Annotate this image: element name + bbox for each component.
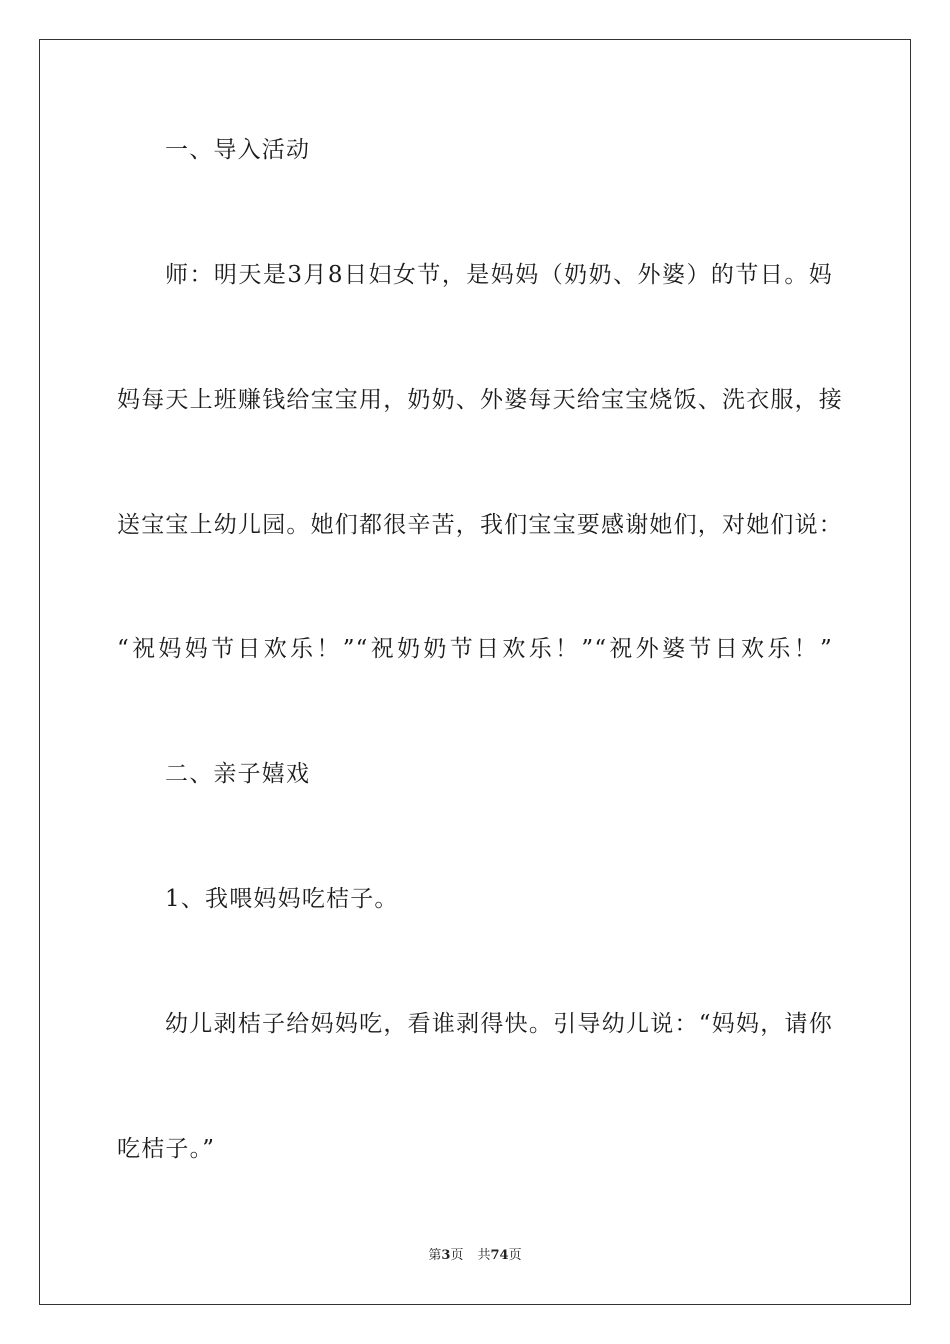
paragraph-line: 妈每天上班赚钱给宝宝用，奶奶、外婆每天给宝宝烧饭、洗衣服，接 xyxy=(117,387,843,413)
page-current: 3 xyxy=(441,1248,451,1263)
paragraph-line: 送宝宝上幼儿园。她们都很辛苦，我们宝宝要感谢她们，对她们说： xyxy=(117,512,843,538)
list-item-heading: 1、我喂妈妈吃桔子。 xyxy=(165,886,399,912)
page-border xyxy=(39,39,911,1305)
paragraph-line: 吃桔子。” xyxy=(117,1136,216,1162)
paragraph-line: “祝妈妈节日欢乐！”“祝奶奶节日欢乐！”“祝外婆节日欢乐！” xyxy=(117,636,833,662)
paragraph-line: 师：明天是3月8日妇女节，是妈妈（奶奶、外婆）的节日。妈 xyxy=(165,262,833,288)
total-suffix: 页 xyxy=(508,1248,522,1263)
section-heading-intro: 一、导入活动 xyxy=(165,137,311,163)
page-footer xyxy=(0,1247,950,1265)
total-prefix: 共 xyxy=(477,1248,491,1263)
page-suffix: 页 xyxy=(450,1248,464,1263)
paragraph-line: 幼儿剥桔子给妈妈吃，看谁剥得快。引导幼儿说：“妈妈，请你 xyxy=(165,1011,833,1037)
section-heading-game: 二、亲子嬉戏 xyxy=(165,761,311,787)
page-total: 74 xyxy=(490,1248,509,1263)
page-prefix: 第 xyxy=(428,1248,442,1263)
